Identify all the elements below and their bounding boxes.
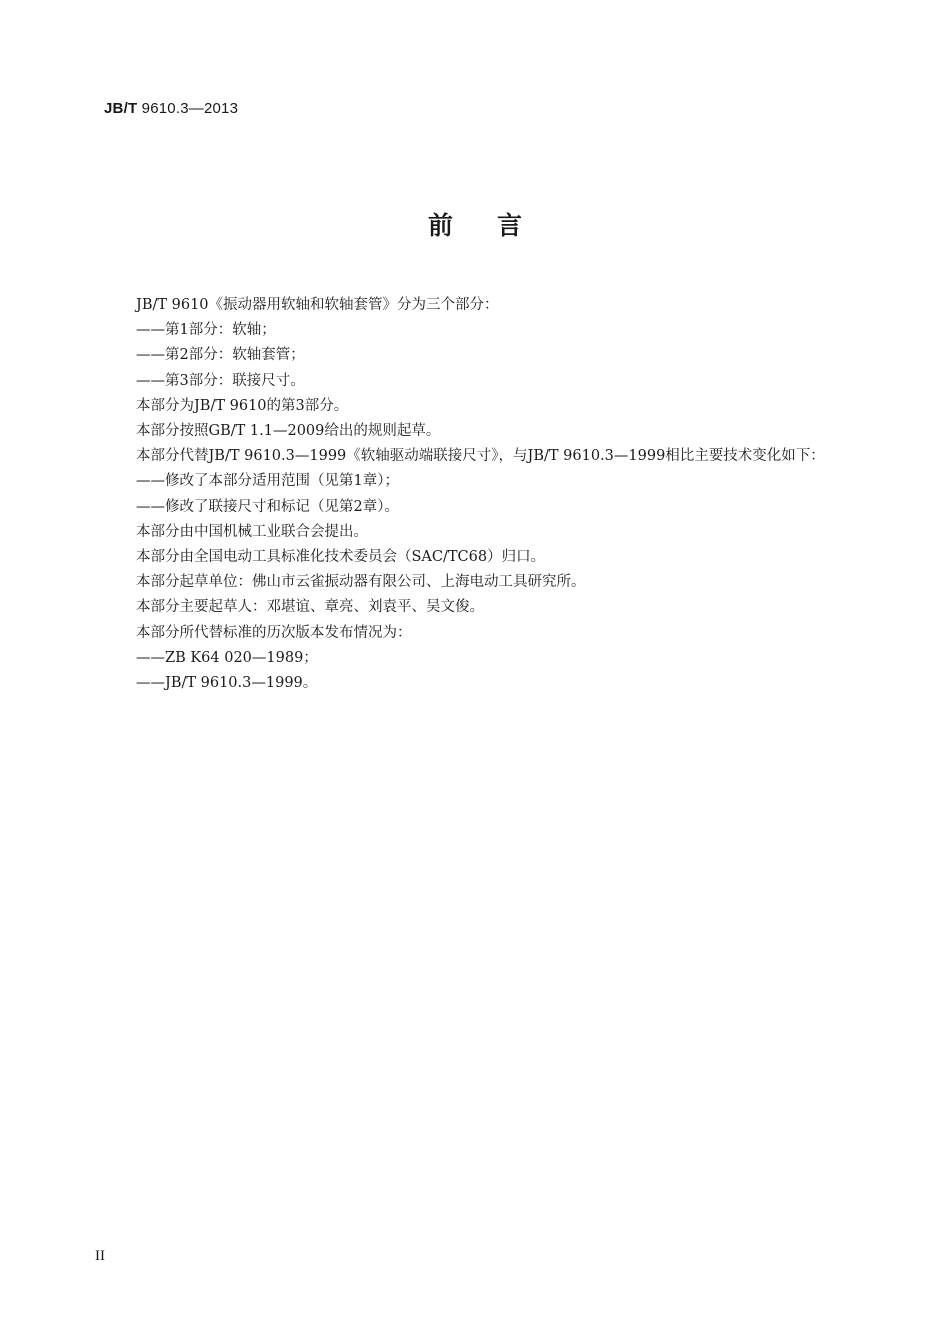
page-title: 前言 [427,211,566,240]
list-item-part3: ——第3部分：联接尺寸。 [136,372,305,389]
page-number: II [95,1248,105,1264]
paragraph-drafting-units: 本部分起草单位：佛山市云雀振动器有限公司、上海电动工具研究所。 [136,574,586,591]
paragraph-proposer: 本部分由中国机械工业联合会提出。 [136,523,368,540]
paragraph-intro: JB/T 9610《振动器用软轴和软轴套管》分为三个部分： [136,297,499,313]
document-code [104,100,238,117]
paragraph-drafting-rules: 本部分按照GB/T 1.1—2009给出的规则起草。 [136,423,441,440]
paragraph-drafters: 本部分主要起草人：邓堪谊、章亮、刘袁平、吴文俊。 [136,599,484,616]
list-item-change-scope: ——修改了本部分适用范围（见第1章）； [136,473,399,490]
foreword-body [100,293,860,696]
paragraph-previous-editions: 本部分所代替标准的历次版本发布情况为： [136,624,412,641]
document-code-number: 9610.3—2013 [137,100,239,117]
list-item-part1: ——第1部分：软轴； [136,322,276,339]
list-item-edition-1989: ——ZB K64 020—1989； [136,649,318,666]
list-item-edition-1999: ——JB/T 9610.3—1999。 [136,675,318,692]
list-item-change-dimensions: ——修改了联接尺寸和标记（见第2章）。 [136,498,399,515]
list-item-part2: ——第2部分：软轴套管； [136,347,305,364]
paragraph-technical-committee: 本部分由全国电动工具标准化技术委员会（SAC/TC68）归口。 [136,549,546,566]
paragraph-replacement: 本部分代替JB/T 9610.3—1999《软轴驱动端联接尺寸》，与JB/T 9610.3—1999相比主要技术变化如下： [136,448,825,465]
paragraph-part-statement: 本部分为JB/T 9610的第3部分。 [136,397,349,414]
document-code-prefix: JB/T [104,100,138,117]
